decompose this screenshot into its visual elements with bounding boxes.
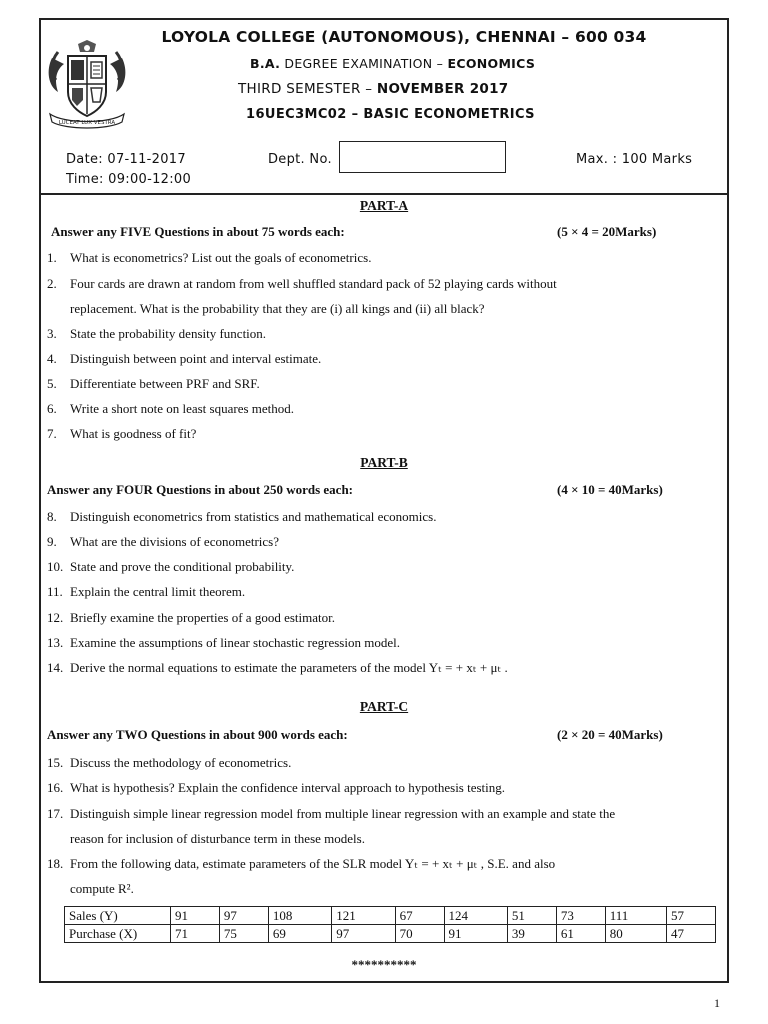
table-cell: 67	[395, 907, 444, 925]
table-cell: 73	[556, 907, 605, 925]
question-6: 6. Write a short note on least squares method.	[47, 401, 295, 416]
semester-line	[238, 81, 509, 97]
course-code-title: 16UEC3MC02 – BASIC ECONOMETRICS	[246, 107, 535, 122]
exam-time: Time: 09:00-12:00	[66, 172, 192, 187]
part-b-title: PART-B	[360, 455, 408, 470]
part-c-title: PART-C	[359, 699, 409, 714]
exam-line	[250, 56, 535, 71]
semester-prefix: THIRD SEMESTER –	[238, 81, 377, 97]
question-18: 18. From the following data, estimate parameters of the SLR model Yₜ = + xₜ + μₜ , S.E. and also	[47, 856, 556, 871]
part-b-instruction: Answer any FOUR Questions in about 250 words each:	[47, 482, 354, 497]
question-15: 15. Discuss the methodology of econometrics.	[47, 755, 292, 770]
exam-date: Date: 07-11-2017	[66, 152, 186, 167]
part-a-marks: (5 × 4 = 20Marks)	[557, 224, 657, 239]
question-17-line-2: reason for inclusion of disturbance term in these models.	[70, 831, 365, 846]
table-cell: 39	[507, 925, 556, 943]
exam-degree: B.A.	[250, 56, 281, 71]
data-table	[64, 906, 716, 943]
table-cell: 57	[667, 907, 716, 925]
dept-no-label: Dept. No.	[268, 152, 332, 167]
question-12: 12. Briefly examine the properties of a good estimator.	[47, 610, 335, 625]
dept-no-box[interactable]	[339, 141, 506, 173]
table-cell: 124	[444, 907, 507, 925]
exam-subject: ECONOMICS	[447, 56, 536, 71]
college-crest-logo	[44, 40, 130, 130]
question-16: 16. What is hypothesis? Explain the confidence interval approach to hypothesis testing.	[47, 780, 506, 795]
table-cell: 121	[332, 907, 395, 925]
table-cell: 91	[444, 925, 507, 943]
question-4: 4. Distinguish between point and interval estimate.	[47, 351, 322, 366]
part-b-marks: (4 × 10 = 40Marks)	[557, 482, 663, 497]
table-cell: 111	[605, 907, 666, 925]
question-14: 14. Derive the normal equations to estimate the parameters of the model Yₜ = + xₜ + μₜ .	[47, 660, 508, 675]
question-8: 8. Distinguish econometrics from statistics and mathematical economics.	[47, 509, 437, 524]
question-13: 13. Examine the assumptions of linear stochastic regression model.	[47, 635, 400, 650]
part-a-title: PART-A	[359, 198, 409, 213]
part-c-instruction: Answer any TWO Questions in about 900 words each:	[47, 727, 348, 742]
table-cell: 80	[605, 925, 666, 943]
table-cell: 108	[268, 907, 331, 925]
table-cell: Sales (Y)	[65, 907, 171, 925]
max-marks: Max. : 100 Marks	[576, 152, 693, 167]
question-3: 3. State the probability density function.	[47, 326, 267, 341]
end-mark: **********	[351, 957, 417, 972]
header-separator	[39, 193, 729, 195]
table-cell: 69	[268, 925, 331, 943]
table-cell: 75	[219, 925, 268, 943]
question-17: 17. Distinguish simple linear regression model from multiple linear regression with an example and state the	[47, 806, 616, 821]
question-18-line-2: compute R².	[70, 881, 134, 896]
table-cell: 47	[667, 925, 716, 943]
question-11: 11. Explain the central limit theorem.	[47, 584, 246, 599]
question-9: 9. What are the divisions of econometrics?	[47, 534, 280, 549]
table-cell: 71	[171, 925, 220, 943]
question-5: 5. Differentiate between PRF and SRF.	[47, 376, 260, 391]
semester-month: NOVEMBER 2017	[376, 81, 509, 97]
part-a-instruction: Answer any FIVE Questions in about 75 words each:	[51, 224, 345, 239]
question-2-line-2: replacement. What is the probability that they are (i) all kings and (ii) all black?	[70, 301, 485, 316]
table-cell: 51	[507, 907, 556, 925]
logo-motto: LUCEAT LUX VESTRA	[58, 120, 116, 126]
exam-mid: DEGREE EXAMINATION –	[280, 56, 448, 71]
part-c-marks: (2 × 20 = 40Marks)	[557, 727, 663, 742]
table-cell: 97	[332, 925, 395, 943]
question-10: 10. State and prove the conditional probability.	[47, 559, 295, 574]
table-cell: 61	[556, 925, 605, 943]
question-2: 2. Four cards are drawn at random from well shuffled standard pack of 52 playing cards without	[47, 276, 557, 291]
table-cell: 97	[219, 907, 268, 925]
question-1: 1. What is econometrics? List out the goals of econometrics.	[47, 250, 372, 265]
table-row	[65, 925, 716, 943]
table-cell: Purchase (X)	[65, 925, 171, 943]
table-cell: 91	[171, 907, 220, 925]
question-7: 7. What is goodness of fit?	[47, 426, 197, 441]
table-cell: 70	[395, 925, 444, 943]
page-number: 1	[714, 996, 720, 1010]
table-row	[65, 907, 716, 925]
college-title: LOYOLA COLLEGE (AUTONOMOUS), CHENNAI – 600 034	[161, 28, 647, 46]
